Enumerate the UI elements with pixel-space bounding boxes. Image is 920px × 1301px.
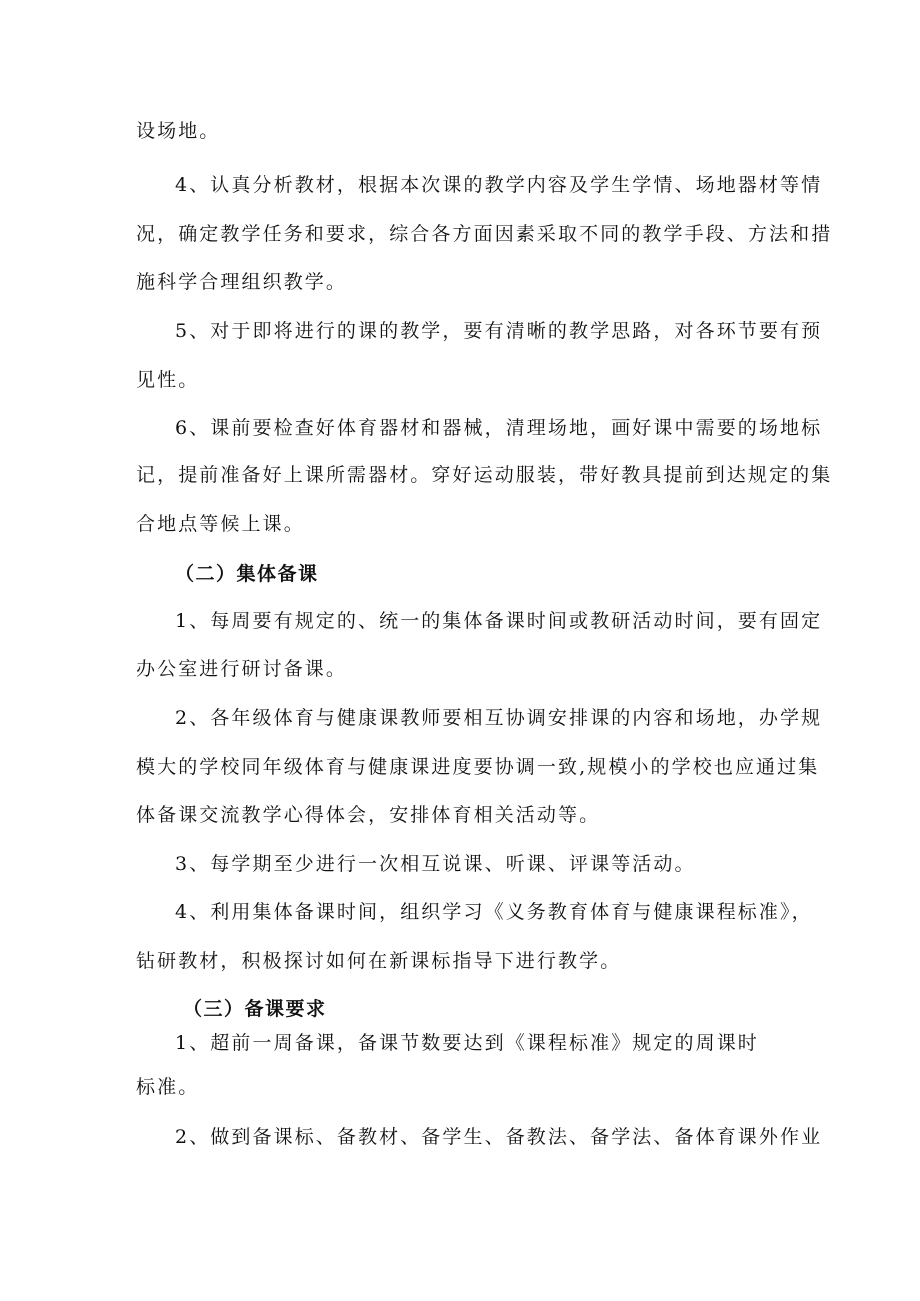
section-heading: （二）集体备课 — [175, 563, 319, 585]
text-line: 标准。 — [136, 1076, 200, 1098]
text-line: 4、利用集体备课时间，组织学习《义务教育体育与健康课程标准》， — [175, 901, 813, 923]
text-line: 2、各年级体育与健康课教师要相互协调安排课的内容和场地，办学规 — [175, 707, 823, 729]
text-line: 2、做到备课标、备教材、备学生、备教法、备学法、备体育课外作业 — [175, 1126, 823, 1148]
text-line: 1、每周要有规定的、统一的集体备课时间或教研活动时间，要有固定 — [175, 610, 823, 632]
text-line: 办公室进行研讨备课。 — [136, 658, 348, 680]
text-line: 施科学合理组织教学。 — [136, 271, 348, 293]
text-line: 合地点等候上课。 — [136, 513, 305, 535]
text-line: 5、对于即将进行的课的教学，要有清晰的教学思路，对各环节要有预 — [175, 320, 823, 342]
text-line: 4、认真分析教材，根据本次课的教学内容及学生学情、场地器材等情 — [175, 174, 823, 196]
text-line: 3、每学期至少进行一次相互说课、听课、评课等活动。 — [175, 853, 696, 875]
text-line: 设场地。 — [136, 120, 221, 142]
text-line: 况，确定教学任务和要求，综合各方面因素采取不同的教学手段、方法和措 — [136, 223, 833, 245]
section-heading: （三）备课要求 — [183, 998, 327, 1020]
text-line: 模大的学校同年级体育与健康课进度要协调一致,规模小的学校也应通过集 — [136, 756, 820, 778]
text-line: 6、课前要检查好体育器材和器械，清理场地，画好课中需要的场地标 — [175, 417, 823, 439]
text-line: 1、超前一周备课，备课节数要达到《课程标准》规定的周课时 — [175, 1032, 759, 1054]
text-line: 钻研教材，积极探讨如何在新课标指导下进行教学。 — [136, 950, 622, 972]
text-line: 体备课交流教学心得体会，安排体育相关活动等。 — [136, 804, 601, 826]
text-line: 记，提前准备好上课所需器材。穿好运动服装，带好教具提前到达规定的集 — [136, 464, 833, 486]
text-line: 见性。 — [136, 369, 200, 391]
